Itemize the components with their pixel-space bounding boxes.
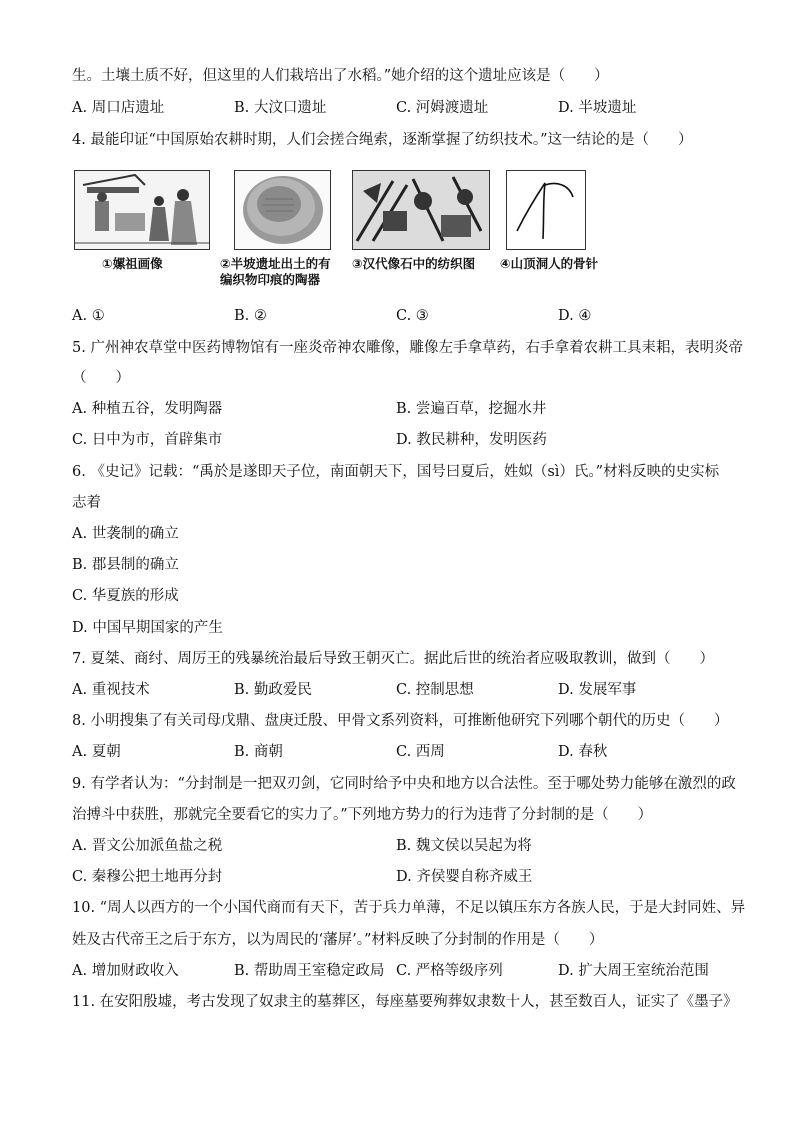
q3-option-b: B. 大汶口遗址 [234,100,327,116]
q4-option-c: C. ③ [396,308,429,324]
q9-option-d: D. 齐侯婴自称齐威王 [396,869,533,885]
q8-option-d: D. 春秋 [558,744,608,760]
q4-option-d: D. ④ [558,308,592,324]
caption-3: ③汉代像石中的纺织图 [352,256,476,271]
q6-stem-line1: 6. 《史记》记载：“禹於是遂即天子位，南面朝天下，国号曰夏后，姓姒（sì）氏。”材料反映的史实标 [72,464,720,480]
q10-option-d: D. 扩大周王室统治范围 [558,963,709,979]
q9-option-c: C. 秦穆公把土地再分封 [72,869,223,885]
q5-options-row1 [72,399,732,419]
q5-option-c: C. 日中为市，首辟集市 [72,432,223,448]
q8-option-a: A. 夏朝 [72,744,121,760]
q9-stem-line1: 9. 有学者认为：“分封制是一把双刃剑，它同时给予中央和地方以合法性。至于哪处势力能够在激烈的政 [72,776,736,792]
q6-stem-line2: 志着 [72,495,101,511]
han-weaving-relief-image [352,170,490,250]
q6-option-c: C. 华夏族的形成 [72,588,179,604]
q5-bracket: （ ） [72,370,130,386]
q8-stem: 8. 小明搜集了有关司母戊鼎、盘庚迁殷、甲骨文系列资料，可推断他研究下列哪个朝代的历史（ ） [72,713,729,729]
q4-option-a: A. ① [72,308,105,324]
caption-1: ①嫘祖画像 [102,256,163,271]
q8-option-c: C. 西周 [396,744,445,760]
q10-stem-line1: 10. “周人以西方的一个小国代商而有天下，苦于兵力单薄，不足以镇压东方各族人民，于是大封同姓、异 [72,900,746,916]
caption-2-line1: ②半坡遗址出土的有 [220,256,331,271]
q9-stem-line2: 治搏斗中获胜，那就完全要看它的实力了。”下列地方势力的行为违背了分封制的是（ ） [72,807,653,823]
q5-option-d: D. 教民耕种，发明医药 [396,432,547,448]
q3-option-a: A. 周口店遗址 [72,100,165,116]
q5-options-row2 [72,430,732,450]
q3-option-c: C. 河姆渡遗址 [396,100,489,116]
q3-option-d: D. 半坡遗址 [558,100,637,116]
q7-option-d: D. 发展军事 [558,682,637,698]
q5-stem: 5. 广州神农草堂中医药博物馆有一座炎帝神农雕像，雕像左手拿草药，右手拿着农耕工具耒耜，表明炎帝 [72,340,743,356]
bone-needle-image [506,170,586,250]
q3-options [72,98,732,118]
q9-options-row1 [72,836,732,856]
q6-option-d: D. 中国早期国家的产生 [72,620,223,636]
q10-stem-line2: 姓及古代帝王之后于东方，以为周民的‘藩屏’。”材料反映了分封制的作用是（ ） [72,932,604,948]
q7-options [72,680,732,700]
q9-option-b: B. 魏文侯以吴起为将 [396,838,532,854]
q4-stem: 4. 最能印证“中国原始农耕时期，人们会搓合绳索，逐渐掌握了纺织技术。”这一结论的是（ ） [72,132,693,148]
leizu-portrait-image [74,170,210,250]
q7-option-c: C. 控制思想 [396,682,474,698]
q4-options [72,306,732,326]
q10-option-a: A. 增加财政收入 [72,963,179,979]
q3-stem-tail: 生。土壤土质不好，但这里的人们栽培出了水稻。”她介绍的这个遗址应该是（ ） [72,68,609,84]
q8-option-b: B. 商朝 [234,744,283,760]
caption-2-line2: 编织物印痕的陶器 [220,272,321,287]
q10-option-b: B. 帮助周王室稳定政局 [234,963,385,979]
q8-options [72,742,732,762]
q5-option-a: A. 种植五谷，发明陶器 [72,401,223,417]
q7-option-a: A. 重视技术 [72,682,150,698]
q7-option-b: B. 勤政爱民 [234,682,312,698]
q11-stem: 11. 在安阳殷墟，考古发现了奴隶主的墓葬区，每座墓要殉葬奴隶数十人，甚至数百人，证实了《墨子》 [72,994,738,1010]
q7-stem: 7. 夏桀、商纣、周厉王的残暴统治最后导致王朝灭亡。据此后世的统治者应吸取教训，做到（ ） [72,651,714,667]
q5-option-b: B. 尝遍百草，挖掘水井 [396,401,547,417]
q9-option-a: A. 晋文公加派鱼盐之税 [72,838,223,854]
q6-option-a: A. 世袭制的确立 [72,526,179,542]
q9-options-row2 [72,867,732,887]
q6-option-b: B. 郡县制的确立 [72,557,179,573]
caption-4: ④山顶洞人的骨针 [500,256,599,271]
q10-option-c: C. 严格等级序列 [396,963,503,979]
q4-option-b: B. ② [234,308,267,324]
q10-options [72,961,732,981]
banpo-pottery-image [234,170,331,250]
